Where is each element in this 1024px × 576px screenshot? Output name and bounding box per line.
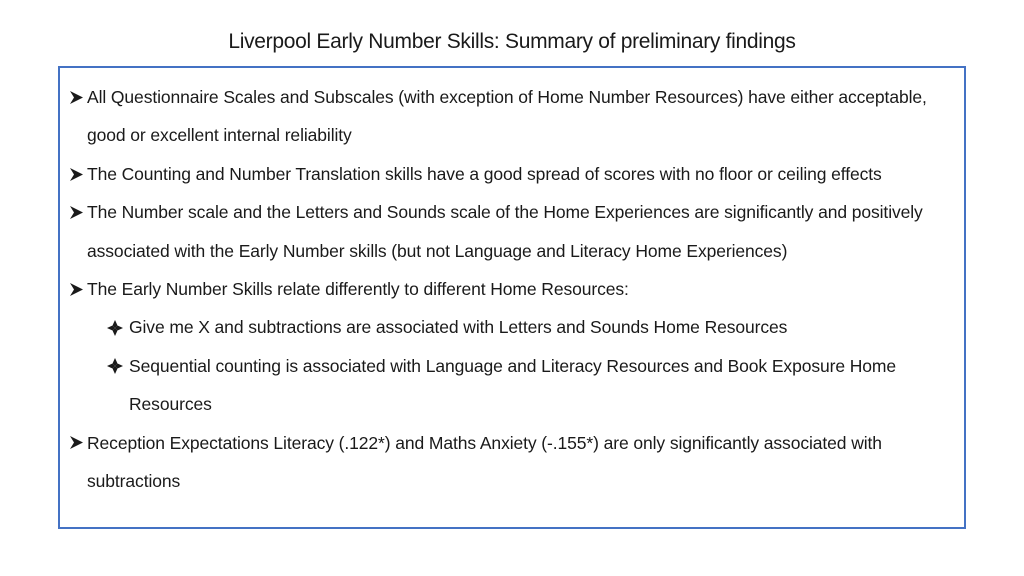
arrow-bullet-icon — [70, 270, 87, 308]
bullet-text: The Counting and Number Translation skills have a good spread of scores with no floor or ceiling effects — [87, 163, 882, 184]
sub-bullet-item — [107, 308, 960, 346]
bullet-text: The Early Number Skills relate differently to different Home Resources: — [87, 279, 629, 300]
bullet-item — [70, 193, 960, 270]
arrow-bullet-icon — [70, 424, 87, 462]
page-title: Liverpool Early Number Skills: Summary of preliminary findings — [228, 30, 796, 53]
bullet-text: All Questionnaire Scales and Subscales (with exception of Home Number Resources) have either acceptable, good or excellent internal reliability — [87, 87, 927, 146]
sub-bullet-item — [107, 347, 960, 424]
bullet-item — [70, 78, 960, 155]
bullet-item — [70, 424, 960, 501]
bullet-text: Reception Expectations Literacy (.122*) and Maths Anxiety (-.155*) are only significantly associated with subtractions — [87, 432, 882, 492]
arrow-bullet-icon — [70, 155, 87, 193]
sub-bullet-text: Sequential counting is associated with Language and Literacy Resources and Book Exposure Home Resources — [129, 355, 897, 415]
bullet-text: The Number scale and the Letters and Sounds scale of the Home Experiences are significantly and positively associated with the Early Number skills (but not Language and Literacy Home Experiences) — [87, 202, 923, 261]
diamond-bullet-icon — [107, 308, 129, 346]
sub-bullet-text: Give me X and subtractions are associated with Letters and Sounds Home Resources — [129, 317, 788, 338]
arrow-bullet-icon — [70, 78, 87, 116]
arrow-bullet-icon — [70, 193, 87, 231]
findings-panel — [58, 66, 966, 529]
diamond-bullet-icon — [107, 347, 129, 385]
findings-list — [70, 78, 960, 500]
bullet-item — [70, 155, 960, 193]
bullet-item — [70, 270, 960, 308]
